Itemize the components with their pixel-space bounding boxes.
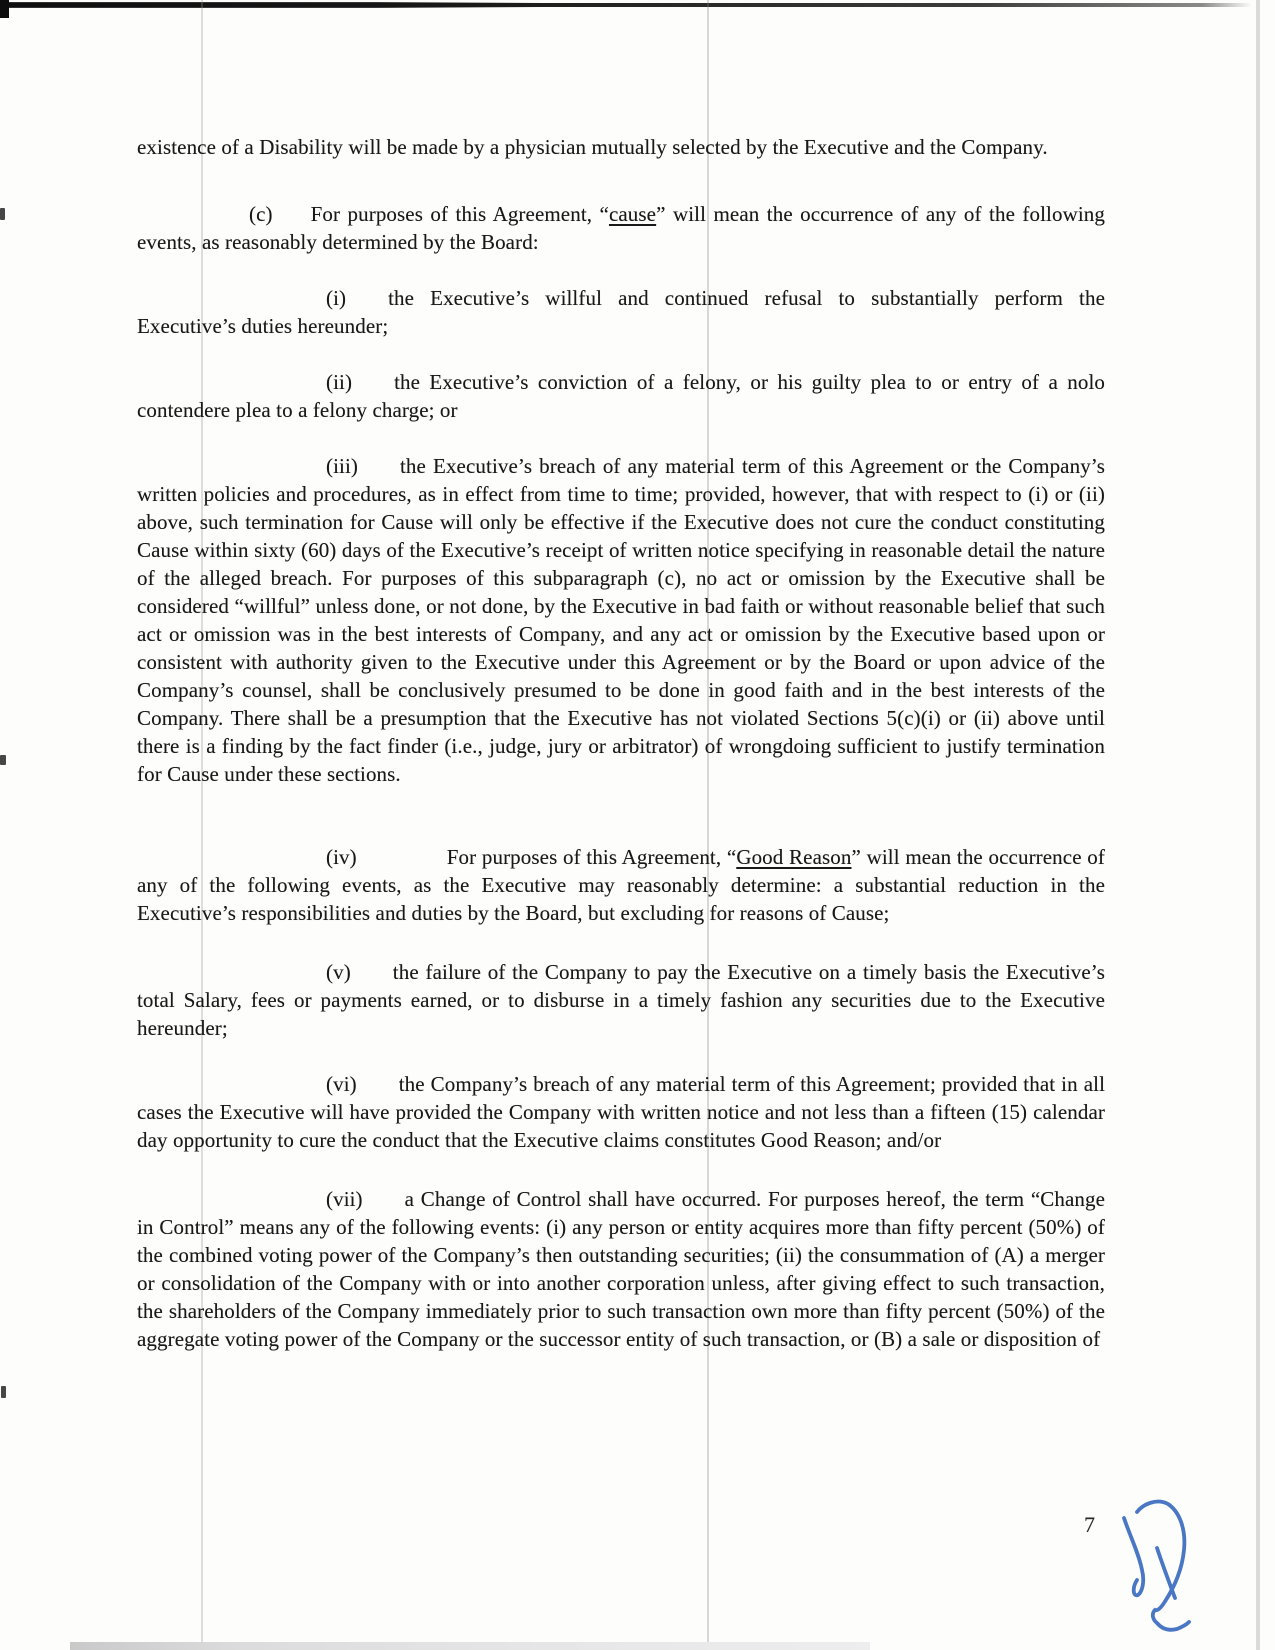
paragraph-label: (v) (326, 960, 351, 984)
handwritten-initials-signature (1112, 1492, 1207, 1642)
left-edge-speck (1, 1386, 6, 1398)
paragraph-label: (vii) (326, 1187, 363, 1211)
paragraph: (ii) the Executive’s conviction of a felony, or his guilty plea to or entry of a nolo contendere plea to a felony charge; or (137, 370, 1105, 422)
page-number: 7 (1084, 1512, 1095, 1537)
initial-stroke-left (1124, 1518, 1143, 1595)
paragraph: (iii) the Executive’s breach of any material term of this Agreement or the Company’s written policies and procedures, as in effect from time to time; provided, however, that with respect to (i) or (ii) above, such termination for Cause will only be effective if the Executive does not cure the conduct constituting Cause within sixty (60) days of the Executive’s receipt of written notice specifying in reasonable detail the nature of the alleged breach. For purposes of this subparagraph (c), no act or omission by the Executive shall be considered “willful” unless done, or not done, by the Executive in bad faith or without reasonable belief that such act or omission was in the best interests of Company, and any act or omission by the Executive based upon or consistent with authority given to the Executive under this Agreement or by the Board or upon advice of the Company’s counsel, shall be conclusively presumed to be done in good faith and in the best interests of the Company. There shall be a presumption that the Executive has not violated Sections 5(c)(i) or (ii) above until there is a finding by the fact finder (i.e., judge, jury or arbitrator) of wrongdoing sufficient to justify termination for Cause under these sections. (137, 454, 1105, 786)
paragraph-label: (iv) (326, 845, 357, 869)
corner-scan-mark (0, 0, 9, 18)
paragraph-tab (357, 863, 447, 864)
left-edge-speck (0, 755, 6, 765)
paragraph: (i) the Executive’s willful and continued refusal to substantially perform the Executive’s duties hereunder; (137, 286, 1105, 338)
paragraph: (iv) For purposes of this Agreement, “Good Reason” will mean the occurrence of any of the following events, as the Executive may reasonably determine: a substantial reduction in the Executive’s responsibilities and duties by the Board, but excluding for reasons of Cause; (137, 845, 1105, 925)
paragraph-tab (352, 388, 394, 389)
paragraph-tab (357, 1090, 399, 1091)
document-paragraphs (137, 133, 1105, 1381)
paragraph-tab (346, 304, 388, 305)
paragraph-label: (ii) (326, 370, 353, 394)
paragraph-label: (i) (326, 286, 347, 310)
paragraph-tab (351, 978, 393, 979)
paragraph-tab (363, 1205, 405, 1206)
paragraph-label: (c) (249, 202, 273, 226)
paragraph-tab (358, 472, 400, 473)
paragraph-tab (273, 220, 311, 221)
paragraph: existence of a Disability will be made by a physician mutually selected by the Executive and the Company. (137, 135, 1048, 159)
left-edge-speck (0, 208, 5, 220)
paragraph: (vii) a Change of Control shall have occurred. For purposes hereof, the term “Change in Control” means any of the following events: (i) any person or entity acquires more than fifty percent (50%) of the combined voting power of the Company’s then outstanding securities; (ii) the consummation of (A) a merger or consolidation of the Company with or into another corporation unless, after giving effect to such transaction, the shareholders of the Company immediately prior to such transaction own more than fifty percent (50%) of the aggregate voting power of the Company or the successor entity of such transaction, or (B) a sale or disposition of (137, 1187, 1105, 1351)
right-edge-scan-shadow (1256, 0, 1260, 1650)
paragraph-label: (iii) (326, 454, 358, 478)
bottom-edge-scan-strip (70, 1642, 870, 1650)
initial-stroke-cross (1157, 1548, 1175, 1598)
top-scan-edge-line-thick (0, 2, 540, 8)
paragraph: (vi) the Company’s breach of any material term of this Agreement; provided that in all cases the Executive will have provided the Company with written notice and not less than a fifteen (15) calendar day opportunity to cure the conduct that the Executive claims constitutes Good Reason; and/or (137, 1072, 1105, 1152)
paragraph: (v) the failure of the Company to pay the Executive on a timely basis the Executive’s total Salary, fees or payments earned, or to disburse in a timely fashion any securities due to the Executive hereunder; (137, 960, 1105, 1040)
paragraph: (c) For purposes of this Agreement, “cause” will mean the occurrence of any of the following events, as reasonably determined by the Board: (137, 202, 1105, 254)
paragraph-label: (vi) (326, 1072, 357, 1096)
